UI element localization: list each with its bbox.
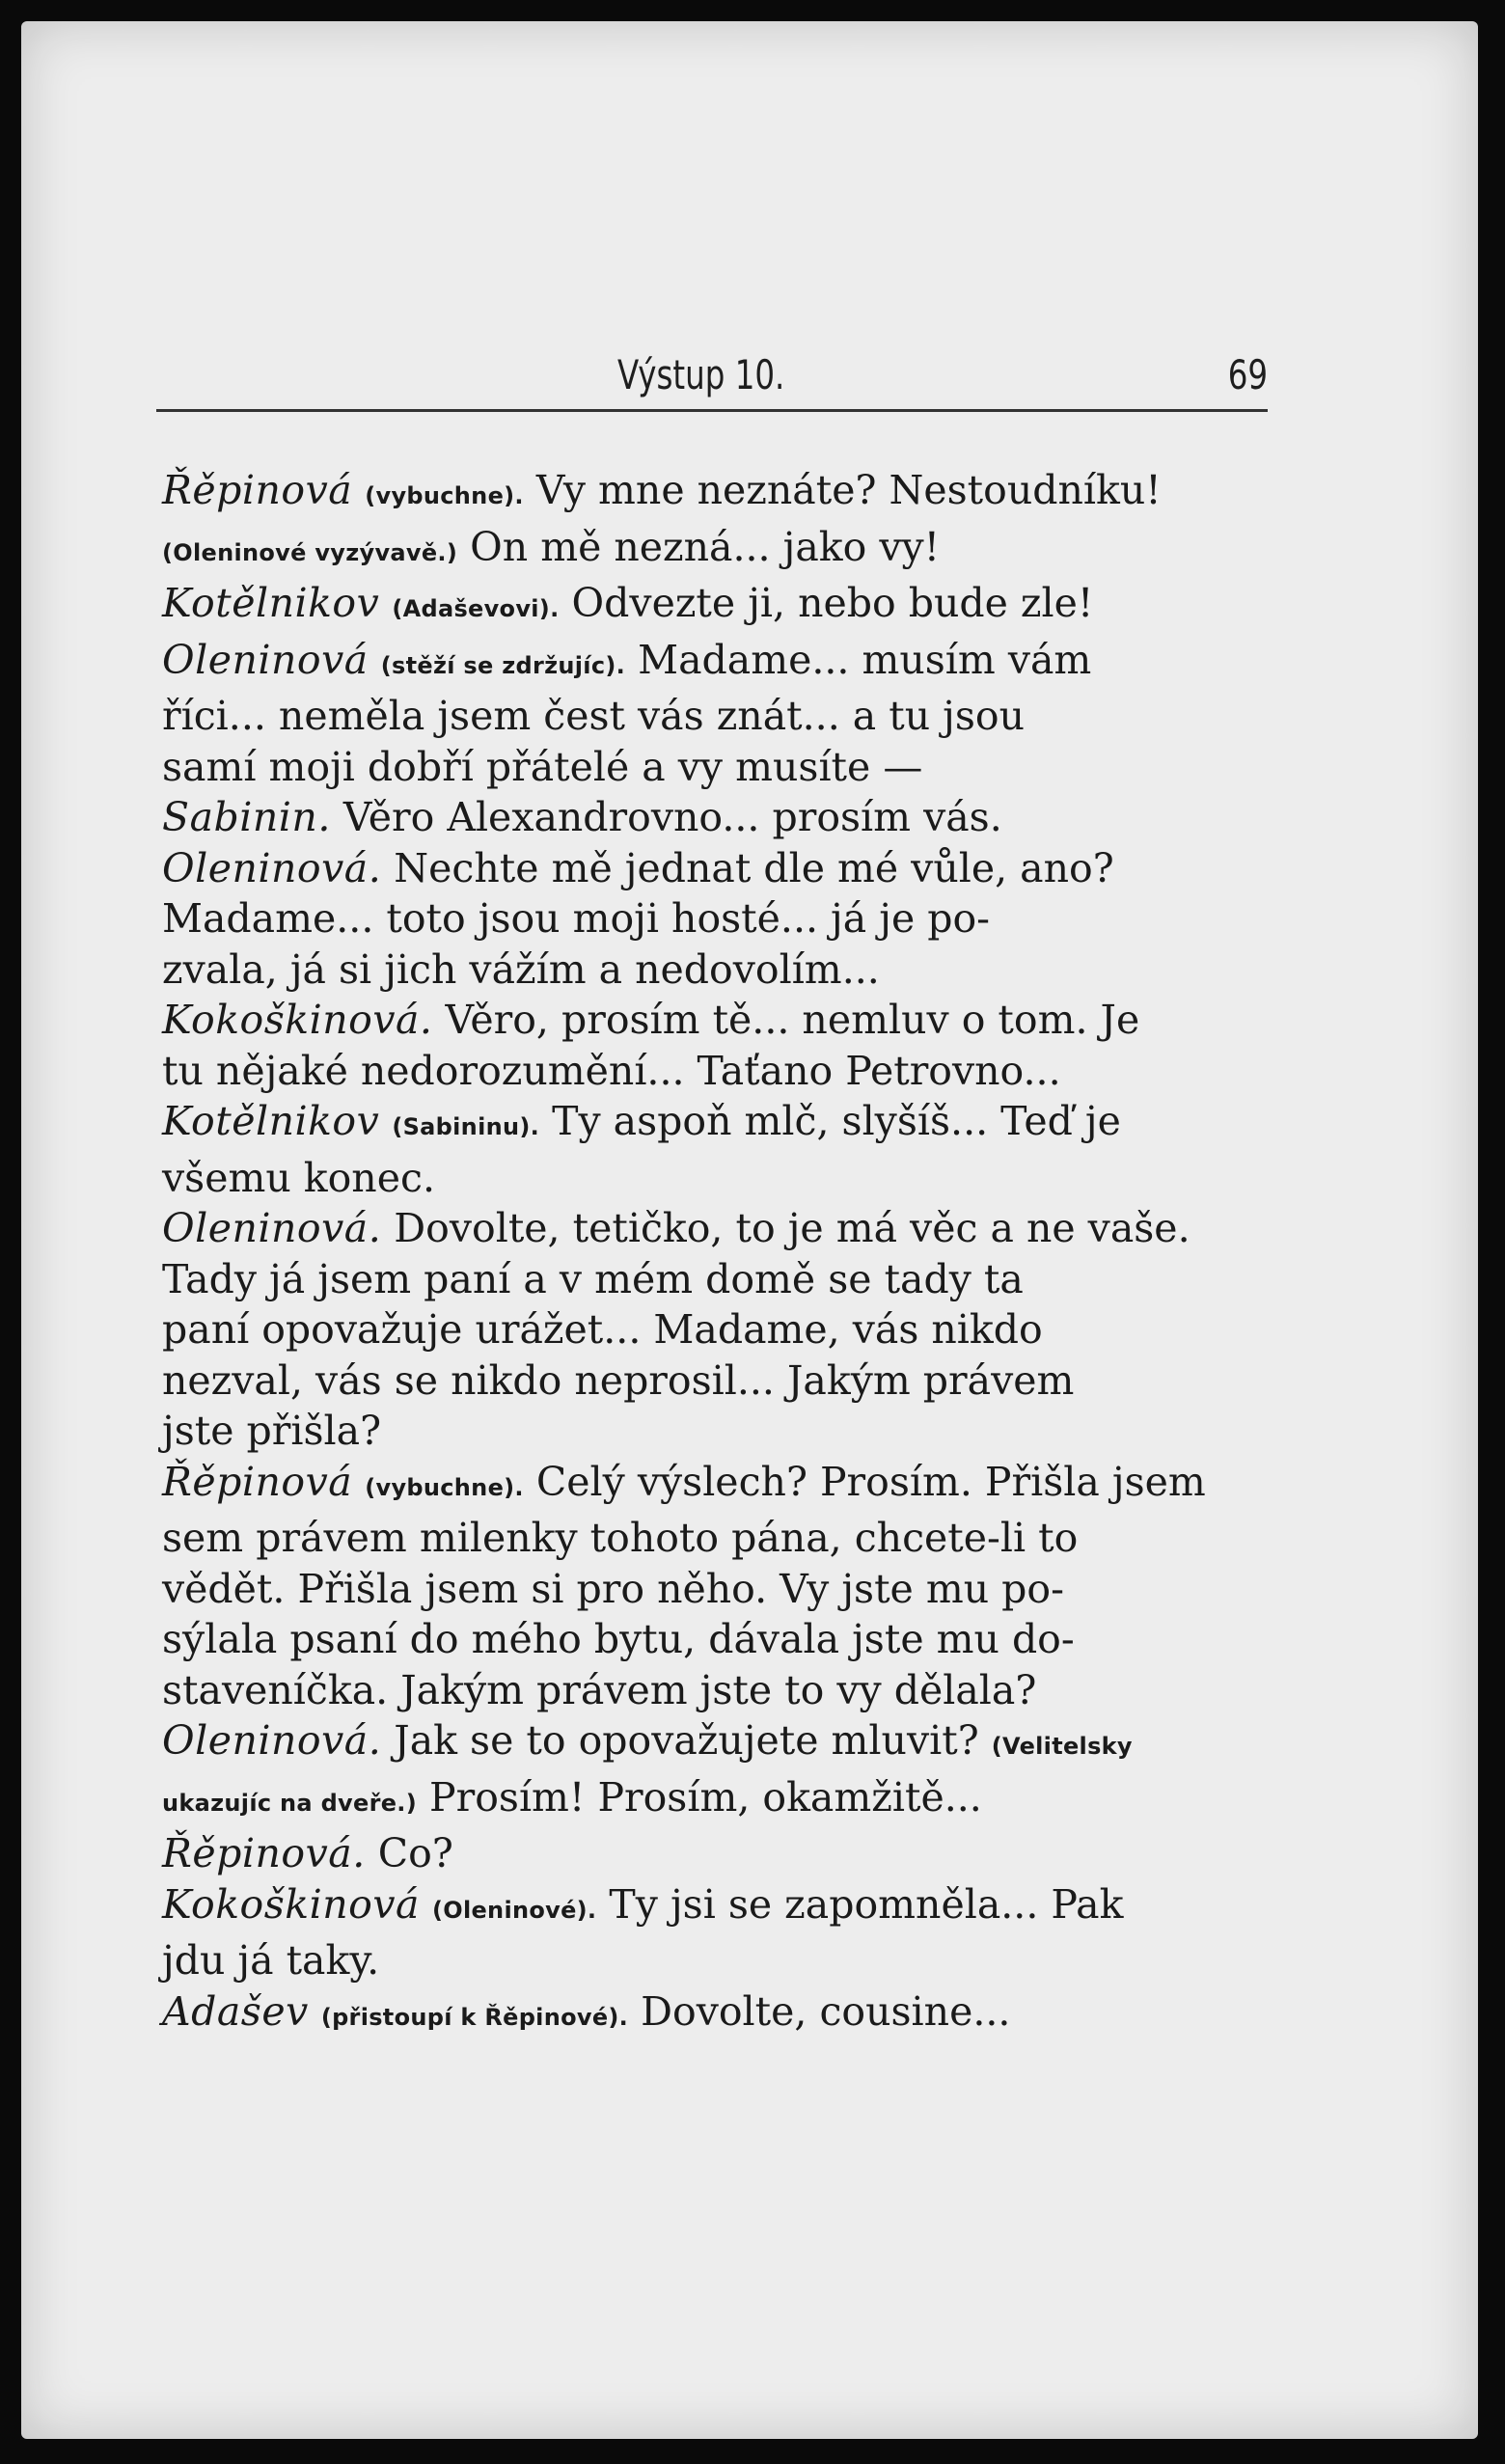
speech-text: Madame... toto jsou moji hosté... já je po-	[162, 895, 991, 942]
speech-continuation-line	[162, 522, 1272, 579]
speech-text: nezval, vás se nikdo neprosil... Jakým právem	[162, 1356, 1075, 1404]
speech-text: tu nějaké nedorozumění... Taťano Petrovno...	[162, 1047, 1061, 1094]
speaker-name: Sabinin.	[162, 794, 331, 840]
speech-text: Věro Alexandrovno... prosím vás.	[342, 794, 1002, 840]
speaker-name: Kokoškinová.	[162, 997, 433, 1043]
speech-text: Ty aspoň mlč, slyšíš... Teď je	[552, 1098, 1121, 1144]
speech-continuation-line	[162, 1406, 1272, 1457]
book-page	[21, 21, 1478, 2439]
stage-direction: (stěží se zdržujíc).	[380, 651, 626, 679]
speech-continuation-line	[162, 893, 1272, 945]
speaker-name: Oleninová.	[162, 844, 382, 891]
page-number: 69	[1227, 351, 1268, 398]
speech-first-line	[162, 1457, 1272, 1514]
speech-first-line	[162, 843, 1272, 894]
speech-first-line	[162, 1715, 1272, 1772]
stage-direction: (Adaševovi).	[392, 595, 560, 622]
speaker-name: Oleninová	[162, 636, 369, 683]
speech-continuation-line	[162, 1153, 1272, 1204]
speech-first-line	[162, 995, 1272, 1046]
speech-block	[162, 1986, 1272, 2043]
speech-first-line	[162, 465, 1272, 522]
speech-first-line	[162, 578, 1272, 635]
speech-text: jdu já taky.	[162, 1937, 380, 1984]
speech-block	[162, 1457, 1272, 1716]
speech-text: Jak se to opovažujete mluvit?	[394, 1717, 979, 1764]
speaker-name: Řěpinová.	[162, 1830, 366, 1876]
speech-text: Co?	[377, 1830, 453, 1876]
speech-text: jste přišla?	[162, 1408, 382, 1454]
speech-text: Tady já jsem paní a v mém domě se tady ta	[162, 1255, 1024, 1302]
speech-continuation-line	[162, 1614, 1272, 1665]
speech-text: Dovolte, cousine...	[641, 1987, 1011, 2035]
stage-direction: (Oleninové).	[431, 1896, 597, 1924]
speech-continuation-line	[162, 1254, 1272, 1305]
speech-first-line	[162, 1986, 1272, 2043]
speaker-name: Řěpinová	[162, 1458, 353, 1505]
speech-first-line	[162, 1096, 1272, 1153]
stage-direction: (Velitelsky	[991, 1733, 1133, 1760]
speech-block	[162, 792, 1272, 843]
speech-text: staveníčka. Jakým právem jste to vy dělala?	[162, 1666, 1037, 1713]
speech-text: On mě nezná... jako vy!	[470, 523, 941, 570]
speech-text: paní opovažuje urážet... Madame, vás nikdo	[162, 1306, 1043, 1353]
stage-direction: (vybuchne).	[365, 482, 524, 509]
speech-text: všemu konec.	[162, 1154, 435, 1201]
speech-continuation-line	[162, 1304, 1272, 1355]
speech-text: Nechte mě jednat dle mé vůle, ano?	[394, 844, 1114, 891]
speaker-name: Oleninová.	[162, 1717, 382, 1764]
speech-continuation-line	[162, 1935, 1272, 1986]
speaker-name: Řěpinová	[162, 467, 353, 513]
speech-block	[162, 1879, 1272, 1986]
speech-text: říci... neměla jsem čest vás znát... a tu jsou	[162, 693, 1025, 739]
speech-text: vědět. Přišla jsem si pro něho. Vy jste mu po-	[162, 1565, 1064, 1612]
speech-text: Prosím! Prosím, okamžitě...	[429, 1773, 982, 1821]
speech-continuation-line	[162, 1046, 1272, 1097]
speaker-name: Kotělnikov	[162, 1098, 380, 1144]
speech-first-line	[162, 792, 1272, 843]
running-header	[156, 345, 1268, 403]
speech-text: Dovolte, tetičko, to je má věc a ne vaše.	[394, 1205, 1190, 1251]
section-title: Výstup 10.	[617, 351, 785, 398]
speech-block	[162, 843, 1272, 996]
speech-text: Věro, prosím tě... nemluv o tom. Je	[445, 997, 1140, 1043]
stage-direction: (vybuchne).	[365, 1473, 524, 1501]
speech-continuation-line	[162, 1513, 1272, 1564]
stage-direction: ukazujíc na dveře.)	[162, 1789, 417, 1817]
speech-block	[162, 1096, 1272, 1203]
stage-direction: (Sabininu).	[392, 1113, 540, 1140]
stage-direction: (přistoupí k Řěpinové).	[320, 2003, 629, 2031]
speaker-name: Kotělnikov	[162, 580, 380, 626]
speech-continuation-line	[162, 742, 1272, 793]
speech-block	[162, 635, 1272, 793]
speech-text: samí moji dobří přátelé a vy musíte —	[162, 743, 923, 790]
speech-continuation-line	[162, 945, 1272, 996]
speech-first-line	[162, 1203, 1272, 1254]
speech-block	[162, 1203, 1272, 1457]
speech-first-line	[162, 1879, 1272, 1936]
speaker-name: Adašev	[162, 1987, 309, 2035]
speech-text: Vy mne neznáte? Nestoudníku!	[535, 467, 1162, 513]
speech-block	[162, 578, 1272, 635]
speech-block	[162, 1828, 1272, 1879]
speech-first-line	[162, 635, 1272, 692]
speech-text: Odvezte ji, nebo bude zle!	[571, 580, 1094, 626]
speaker-name: Kokoškinová	[162, 1880, 420, 1928]
speech-block	[162, 995, 1272, 1096]
speech-first-line	[162, 1828, 1272, 1879]
speech-text: Madame... musím vám	[638, 636, 1092, 683]
speech-continuation-line	[162, 691, 1272, 742]
stage-direction: (Oleninové vyzývavě.)	[162, 538, 458, 566]
speech-text: sem právem milenky tohoto pána, chcete-li to	[162, 1515, 1079, 1561]
speech-block	[162, 1715, 1272, 1828]
speaker-name: Oleninová.	[162, 1205, 382, 1251]
speech-continuation-line	[162, 1665, 1272, 1716]
header-rule	[156, 409, 1268, 412]
dialogue-text	[162, 465, 1272, 2042]
speech-continuation-line	[162, 1355, 1272, 1407]
speech-block	[162, 465, 1272, 578]
speech-text: sýlala psaní do mého bytu, dávala jste mu do-	[162, 1616, 1075, 1662]
speech-continuation-line	[162, 1772, 1272, 1829]
speech-text: zvala, já si jich vážím a nedovolím...	[162, 945, 880, 993]
speech-text: Ty jsi se zapomněla... Pak	[609, 1880, 1124, 1928]
speech-text: Celý výslech? Prosím. Přišla jsem	[535, 1458, 1206, 1505]
speech-continuation-line	[162, 1564, 1272, 1615]
